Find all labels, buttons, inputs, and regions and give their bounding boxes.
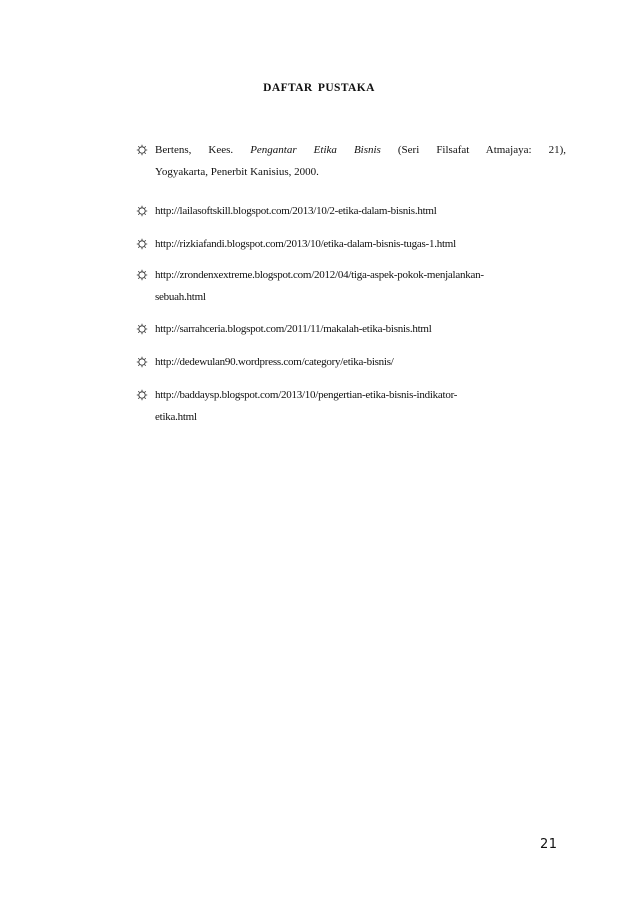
reference-line-1 (155, 139, 566, 161)
reference-item (136, 384, 566, 428)
reference-url-link[interactable]: http://rizkiafandi.blogspot.com/2013/10/etika-dalam-bisnis-tugas-1.html (155, 238, 456, 250)
gear-bullet-icon (136, 238, 148, 250)
page-number: 21 (540, 837, 558, 852)
page-title: DAFTAR PUSTAKA (263, 82, 375, 94)
reference-book-title: Pengantar Etika Bisnis (250, 144, 381, 156)
gear-bullet-icon (136, 389, 148, 401)
reference-series: (Seri Filsafat Atmajaya: 21), (397, 144, 567, 156)
reference-publisher: Yogyakarta, Penerbit Kanisius, 2000. (155, 166, 319, 178)
gear-bullet-icon (136, 356, 148, 368)
reference-item (136, 139, 566, 183)
reference-author: Bertens, (155, 144, 192, 156)
reference-url-link[interactable]: http://sarrahceria.blogspot.com/2011/11/makalah-etika-bisnis.html (155, 323, 432, 335)
gear-bullet-icon (136, 205, 148, 217)
gear-bullet-icon (136, 323, 148, 335)
reference-url-line-1: http://baddaysp.blogspot.com/2013/10/pengertian-etika-bisnis-indikator- (155, 389, 458, 401)
reference-item (136, 351, 566, 373)
gear-bullet-icon (136, 144, 148, 156)
reference-url-link[interactable] (155, 264, 566, 308)
reference-url-line-1: http://zrondenxextreme.blogspot.com/2012/04/tiga-aspek-pokok-menjalankan- (155, 269, 484, 281)
reference-url-link[interactable] (155, 384, 566, 428)
reference-url-line-2: etika.html (155, 411, 197, 423)
reference-item (136, 264, 566, 308)
reference-author-first: Kees. (208, 144, 234, 156)
reference-url-line-2: sebuah.html (155, 291, 206, 303)
reference-item (136, 200, 566, 222)
reference-item (136, 318, 566, 340)
reference-url-link[interactable]: http://lailasoftskill.blogspot.com/2013/10/2-etika-dalam-bisnis.html (155, 205, 437, 217)
reference-text (155, 139, 566, 183)
reference-item (136, 233, 566, 255)
gear-bullet-icon (136, 269, 148, 281)
reference-url-link[interactable]: http://dedewulan90.wordpress.com/category/etika-bisnis/ (155, 356, 394, 368)
